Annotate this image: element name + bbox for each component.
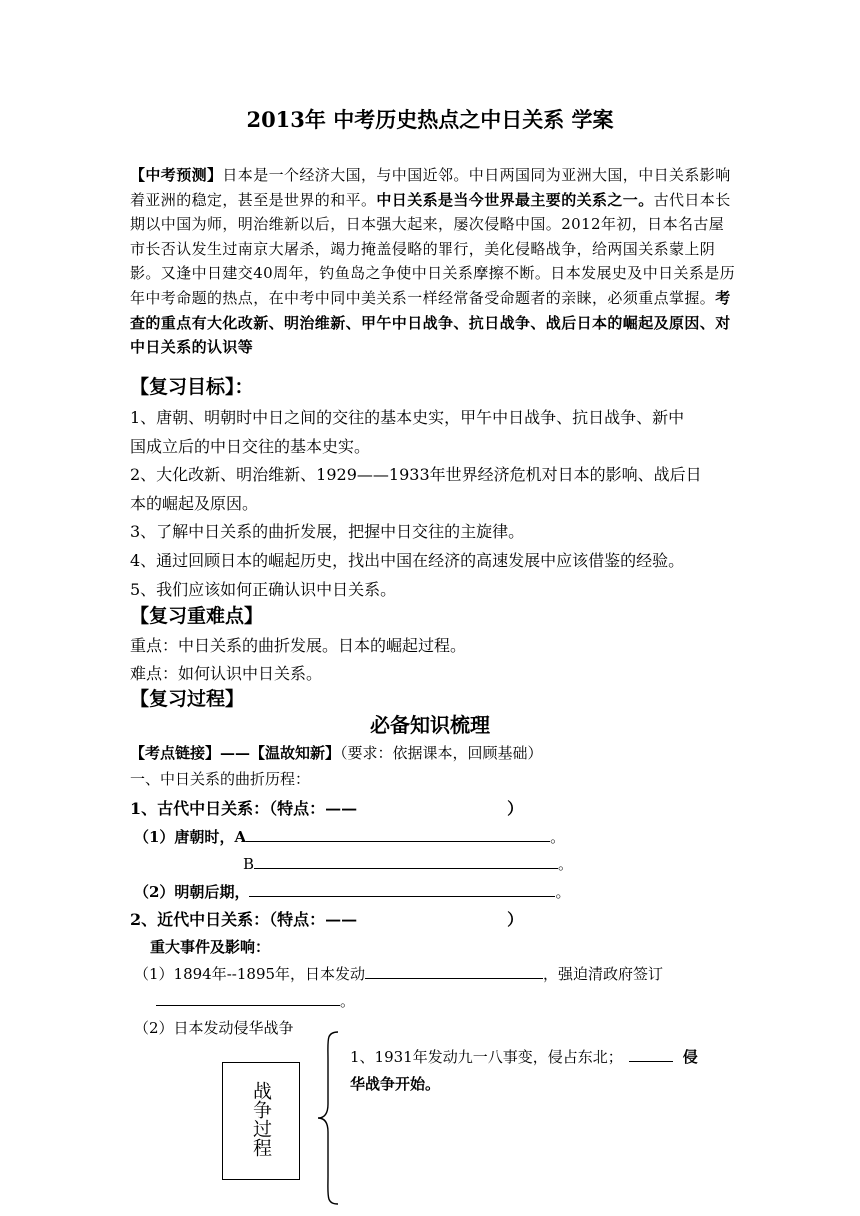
war-process-label: 战争过程 <box>250 1081 272 1157</box>
blank-ming[interactable] <box>249 881 555 897</box>
goal-3: 3、了解中日关系的曲折发展，把握中日交往的主旋律。 <box>130 522 525 541</box>
events-heading: 重大事件及影响： <box>150 938 271 956</box>
event-1 <box>134 963 663 984</box>
goal-1a: 1、唐朝、明朝时中日之间的交往的基本史实，甲午中日战争、抗日战争、新中 <box>130 408 685 427</box>
goal-2b: 本的崛起及原因。 <box>130 494 259 513</box>
period-mark: 。 <box>550 828 566 846</box>
goal-4: 4、通过回顾日本的崛起历史，找出中国在经济的高速发展中应该借鉴的经验。 <box>130 551 685 570</box>
modern-close: ） <box>507 910 524 929</box>
section-1-heading: 一、中日关系的曲折历程： <box>130 770 311 788</box>
ancient-close: ） <box>507 799 524 818</box>
section-title: 必备知识梳理 <box>370 713 490 737</box>
event-1-label: （1）1894年--1895年，日本发动 <box>134 965 366 983</box>
forecast-label: 【中考预测】 <box>130 166 223 184</box>
process-heading: 【复习过程】 <box>130 688 245 710</box>
period-mark: 。 <box>558 855 574 873</box>
period-mark: 。 <box>340 992 356 1010</box>
war-item-1-line-2: 华战争开始。 <box>350 1075 441 1093</box>
link-line <box>130 742 543 763</box>
blank-tang-a[interactable] <box>246 826 550 842</box>
goal-1b: 国成立后的中日交往的基本史实。 <box>130 437 371 456</box>
tang-b-label: B <box>243 855 255 873</box>
blank-war-name[interactable] <box>365 963 543 979</box>
modern-relations <box>130 907 523 930</box>
tang-label: （1）唐朝时，A <box>134 828 247 846</box>
forecast-bold-2: 考查的重点有大化改新、明治维新、甲午中日战争、抗日战争、战后日本的崛起及原因、对中日关系的认识等 <box>130 288 731 357</box>
event-1-cont <box>156 990 355 1011</box>
tang-line-b <box>243 853 573 874</box>
blank-war-start[interactable] <box>629 1046 673 1062</box>
link-label: 【考点链接】——【温故知新】 <box>130 744 341 762</box>
forecast-text-2: 古代日本长期以中国为师，明治维新以后，日本强大起来，屡次侵略中国。2012年初，日本名古屋市长否认发生过南京大屠杀，竭力掩盖侵略的罪行，美化侵略战争，给两国关系蒙上阴影。又逢中日建交40周年，钓鱼岛之争使中日关系摩擦不断。日本发展史及中日关系是历年中考命题的热点，在中考中同中美关系一样经常备受命题者的亲睐，必须重点掌握。 <box>130 190 736 307</box>
modern-label: 2、近代中日关系：（特点：—— <box>130 910 358 929</box>
blank-tang-b[interactable] <box>254 853 558 869</box>
ming-label: （2）明朝后期， <box>134 883 250 901</box>
war-item-1 <box>350 1046 698 1067</box>
ancient-label: 1、古代中日关系：（特点：—— <box>130 799 358 818</box>
hard-point: 难点：如何认识中日关系。 <box>130 664 323 683</box>
war-process-box <box>222 1062 300 1180</box>
forecast-text-1: 日本是一个经济大国，与中国近邻。中日两国同为亚洲大国，中日关系影响着亚洲的稳定，甚至是世界的和平。 <box>130 166 731 209</box>
event-1-mid: ，强迫清政府签订 <box>543 965 664 983</box>
ming-line <box>134 881 570 902</box>
war-item-1-bold: 侵 <box>682 1048 698 1066</box>
key-point: 重点：中日关系的曲折发展。日本的崛起过程。 <box>130 636 467 655</box>
war-item-1-text: 1、1931年发动九一八事变，侵占东北； <box>350 1048 623 1066</box>
tang-line-a <box>134 826 565 847</box>
goal-5: 5、我们应该如何正确认识中日关系。 <box>130 580 397 599</box>
keypoints-heading: 【复习重难点】 <box>130 605 264 627</box>
ancient-relations <box>130 796 523 819</box>
forecast-paragraph <box>130 163 736 360</box>
goal-2a: 2、大化改新、明治维新、1929——1933年世界经济危机对日本的影响、战后日 <box>130 465 702 484</box>
curly-brace-icon <box>316 1030 340 1206</box>
event-2: （2）日本发动侵华战争 <box>134 1019 294 1037</box>
forecast-bold-1: 中日关系是当今世界最主要的关系之一。 <box>376 190 654 209</box>
period-mark: 。 <box>555 883 571 901</box>
page-title: 2013年 中考历史热点之中日关系 学案 <box>246 107 614 132</box>
link-note: （要求：依据课本，回顾基础） <box>340 744 543 762</box>
goals-heading: 【复习目标】： <box>130 376 254 398</box>
blank-treaty[interactable] <box>156 990 340 1006</box>
